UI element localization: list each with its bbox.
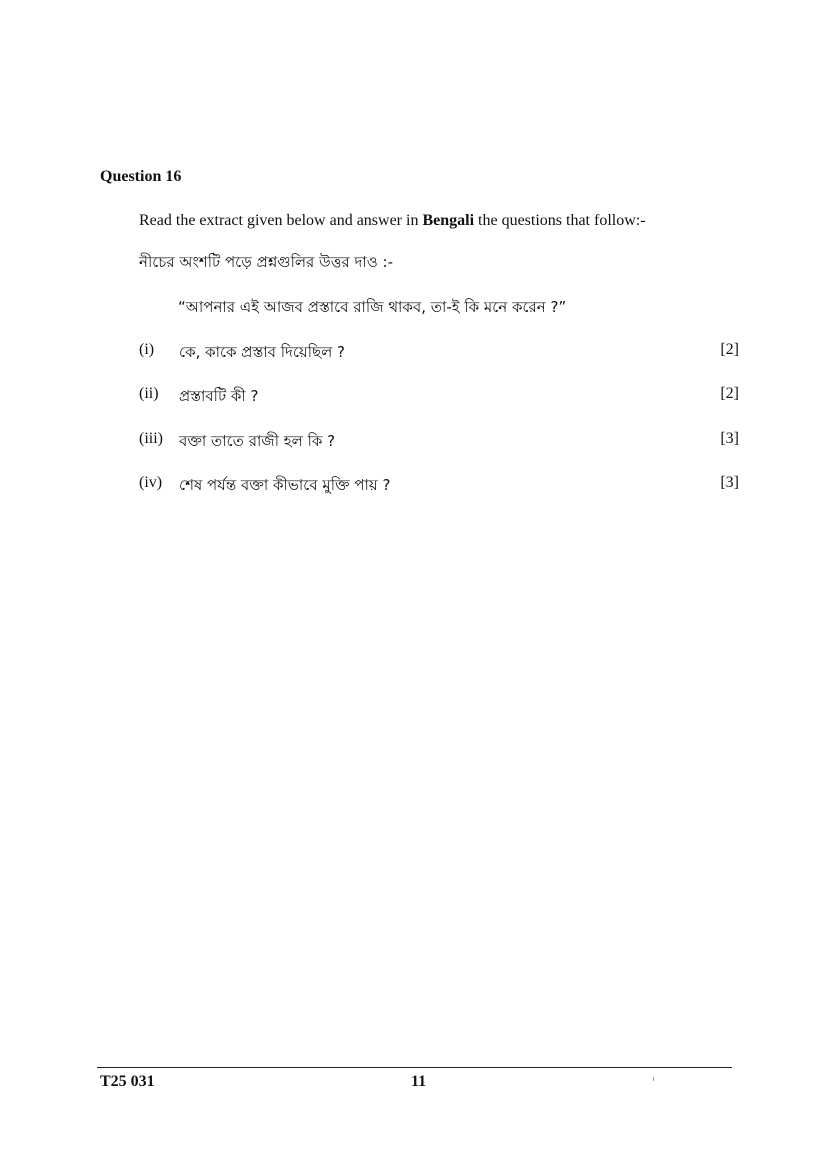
sub-question-number: (iii) bbox=[139, 430, 163, 447]
sub-question-1 bbox=[139, 341, 739, 363]
extract-quote: “আপনার এই আজব প্রস্তাবে রাজি থাকব, তা-ই কি মনে করেন ?” bbox=[178, 298, 567, 316]
instruction-language: Bengali bbox=[422, 212, 475, 229]
sub-question-marks: [2] bbox=[720, 341, 739, 358]
sub-question-number: (iv) bbox=[139, 474, 163, 491]
sub-question-number: (i) bbox=[139, 341, 155, 358]
sub-question-3 bbox=[139, 430, 739, 452]
instruction-bengali: নীচের অংশটি পড়ে প্রশ্নগুলির উত্তর দাও :- bbox=[139, 253, 393, 271]
footer-page-number: 11 bbox=[411, 1073, 427, 1090]
footer-paper-code: T25 031 bbox=[100, 1073, 155, 1090]
sub-question-text: কে, কাকে প্রস্তাব দিয়েছিল ? bbox=[179, 343, 346, 361]
instruction-english bbox=[139, 212, 646, 230]
instruction-text-after: the questions that follow:- bbox=[474, 212, 646, 229]
sub-question-4 bbox=[139, 474, 739, 496]
sub-question-2 bbox=[139, 385, 739, 407]
sub-question-marks: [3] bbox=[720, 474, 739, 491]
sub-question-marks: [3] bbox=[720, 430, 739, 447]
sub-question-text: প্রস্তাবটি কী ? bbox=[179, 387, 259, 405]
footer-rule bbox=[97, 1067, 732, 1068]
question-title: Question 16 bbox=[100, 168, 182, 185]
sub-question-text: বক্তা তাতে রাজী হল কি ? bbox=[179, 432, 336, 450]
sub-question-marks: [2] bbox=[720, 385, 739, 402]
footer-tick-mark bbox=[653, 1077, 654, 1081]
instruction-text-before: Read the extract given below and answer in bbox=[139, 212, 423, 229]
sub-question-text: শেষ পর্যন্ত বক্তা কীভাবে মুক্তি পায় ? bbox=[179, 476, 391, 494]
sub-question-number: (ii) bbox=[139, 385, 159, 402]
